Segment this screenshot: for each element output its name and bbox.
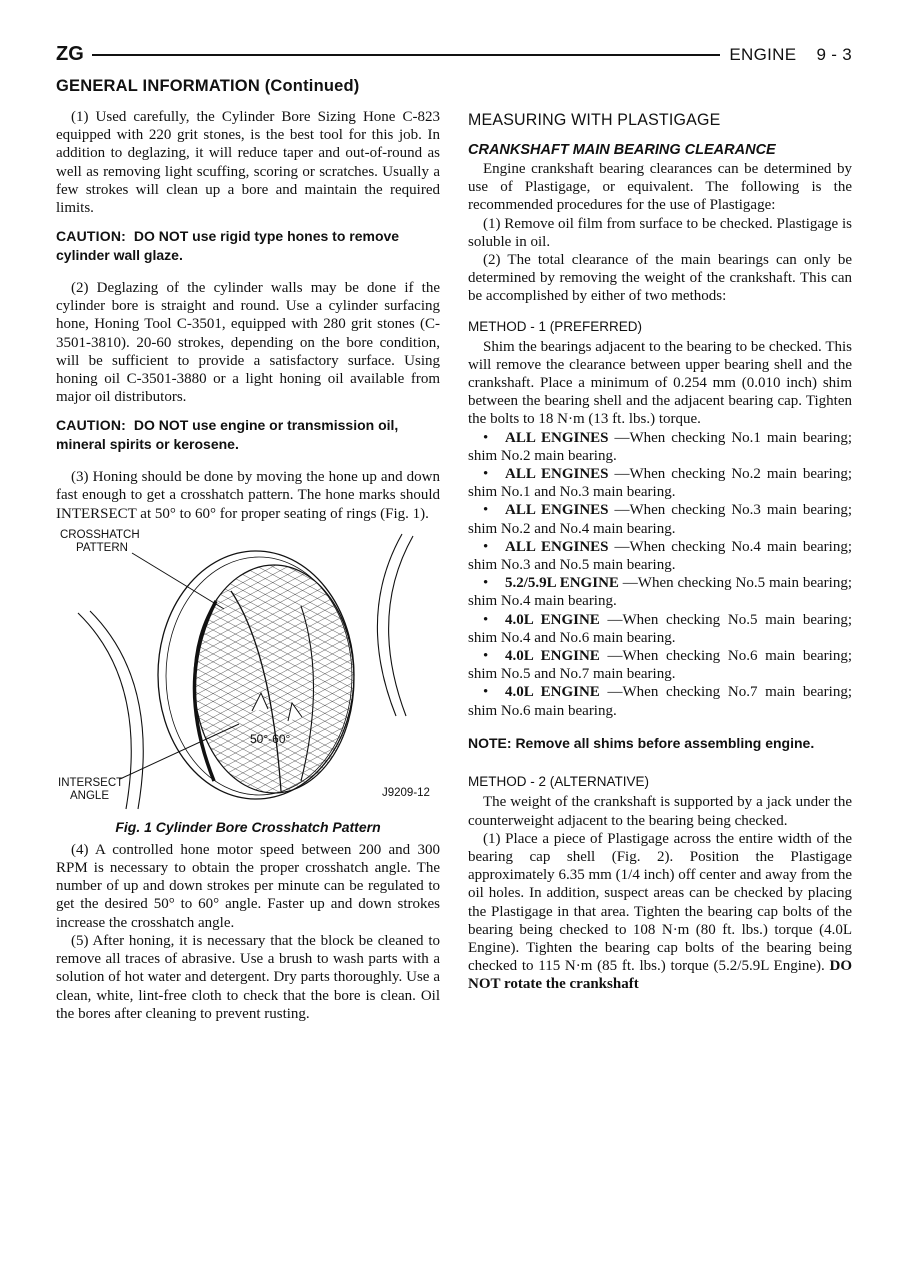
caution-label: CAUTION: [56, 228, 127, 245]
paragraph-4: (4) A controlled hone motor speed between 200 and 300 RPM is necessary to obtain the proper crosshatch angle. The number of up and down strokes per minute can be regulated to get the desired 50° to 60° angle. Faster up and down strokes increase the crosshatch angle. [56, 841, 440, 931]
header-section-code: ZG [56, 43, 84, 65]
heading-measuring: MEASURING WITH PLASTIGAGE [468, 110, 721, 129]
left-column [56, 108, 440, 1023]
paragraph-1: (1) Used carefully, the Cylinder Bore Sizing Hone C-823 equipped with 220 grit stones, is the best tool for this job. In addition to deglazing, it will reduce taper and out-of-round as well as removing light scuffing, scoring or scratches. Usually a few strokes will clean up a bore and maintain the required limits. [56, 109, 440, 217]
paragraph-step-2: (2) The total clearance of the main bearings can only be determined by removing the weight of the crankshaft. This can be accomplished by either of two methods: [468, 252, 852, 305]
caution-1 [56, 227, 440, 264]
paragraph-intro: Engine crankshaft bearing clearances can be determined by use of Plastigage, or equivalent. The following is the recommended procedures for the use of Plastigage: [468, 161, 852, 214]
figure-caption: Fig. 1 Cylinder Bore Crosshatch Pattern [115, 818, 381, 835]
section-title: GENERAL INFORMATION (Continued) [56, 77, 360, 95]
method-1-heading: METHOD - 1 (PREFERRED) [468, 318, 643, 334]
list-item: • 4.0L ENGINE —When checking No.5 main bearing; shim No.4 and No.6 main bearing. [468, 611, 852, 646]
right-column [468, 108, 852, 994]
list-item: • ALL ENGINES —When checking No.4 main bearing; shim No.3 and No.5 main bearing. [468, 538, 852, 574]
method-2-heading: METHOD - 2 (ALTERNATIVE) [468, 774, 650, 790]
caution-label: CAUTION: [56, 417, 127, 434]
warning-bold-text: DO NOT rotate the crankshaft [468, 958, 853, 993]
list-item: • ALL ENGINES —When checking No.1 main bearing; shim No.2 main bearing. [468, 429, 852, 464]
list-item: • ALL ENGINES —When checking No.2 main bearing; shim No.1 and No.3 main bearing. [468, 466, 852, 501]
paragraph-3: (3) Honing should be done by moving the hone up and down fast enough to get a crosshatch pattern. The hone marks should INTERSECT at 50° to 60° for proper seating of rings (Fig. 1). [56, 469, 440, 522]
label-intersect-angle: INTERSECT ANGLE [58, 776, 124, 802]
label-crosshatch: CROSSHATCH PATTERN [60, 528, 140, 554]
paragraph-5: (5) After honing, it is necessary that the block be cleaned to remove all traces of abrasive. Use a brush to wash parts with a solution of hot water and detergent. Dry parts thoroughly. Use a clean, white, lint-free cloth to check that the bore is clean. Oil the bores after cleaning to prevent rusting. [56, 932, 440, 1022]
note-remove-shims: NOTE: Remove all shims before assembling engine. [468, 734, 815, 751]
method-2-paragraph: The weight of the crankshaft is supported by a jack under the counterweight adjacent to the bearing being checked. [468, 794, 852, 829]
shim-list [468, 429, 852, 720]
list-item: • 4.0L ENGINE —When checking No.7 main bearing; shim No.6 main bearing. [468, 684, 852, 719]
label-angle-range: 50°-60° [250, 731, 291, 746]
paragraph-step-1: (1) Remove oil film from surface to be checked. Plastigage is soluble in oil. [468, 215, 852, 250]
figure-code: J9209-12 [382, 786, 430, 799]
header-page-ref: ENGINE 9 - 3 [729, 45, 852, 64]
list-item: • ALL ENGINES —When checking No.3 main bearing; shim No.2 and No.4 main bearing. [468, 502, 852, 537]
method-1-paragraph: Shim the bearings adjacent to the bearing to be checked. This will remove the clearance between upper bearing shell and the crankshaft. Place a minimum of 0.254 mm (0.010 inch) shim between the bearing shell and the adjacent bearing cap. Tighten the bolts to 18 N·m (13 ft. lbs.) torque. [468, 338, 852, 428]
crosshatch-figure [56, 528, 440, 813]
method-2-step-1: (1) Place a piece of Plastigage across the entire width of the bearing cap shell (Fig. 2). Position the Plastigage approximately 6.35 mm (1/4 inch) off center and away from the oil holes. In addition, suspect areas can be checked by placing the Plastigage in that area. Tighten the bearing cap bolts of the bearing being checked to 108 N·m (80 ft. lbs.) torque (4.0L Engine). Tighten the bearing cap bolts of the bearing being checked to 115 N·m (85 ft. lbs.) torque (5.2/5.9L Engine). DO NOT rotate the crankshaft [468, 830, 853, 993]
list-item: • 4.0L ENGINE —When checking No.6 main bearing; shim No.5 and No.7 main bearing. [468, 648, 852, 683]
crosshatch-illustration [56, 528, 440, 813]
header-rule [92, 54, 720, 56]
caution-2 [56, 416, 440, 453]
paragraph-2: (2) Deglazing of the cylinder walls may be done if the cylinder bore is straight and round. Use a cylinder surfacing hone, Honing Tool C-3501, equipped with 280 grit stones (C-3501-3810). 20-60 strokes, depending on the bore condition, will be sufficient to provide a satisfactory surface. Using honing oil C-3501-3880 or a light honing oil available from major oil distributors. [56, 280, 440, 406]
list-item: • 5.2/5.9L ENGINE —When checking No.5 main bearing; shim No.4 main bearing. [468, 575, 852, 610]
subheading-crankshaft: CRANKSHAFT MAIN BEARING CLEARANCE [468, 142, 776, 158]
page-header [56, 43, 852, 67]
caution-text: DO NOT use rigid type hones to remove cylinder wall glaze. [56, 228, 400, 263]
caution-text: DO NOT use engine or transmission oil, mineral spirits or kerosene. [56, 417, 399, 452]
